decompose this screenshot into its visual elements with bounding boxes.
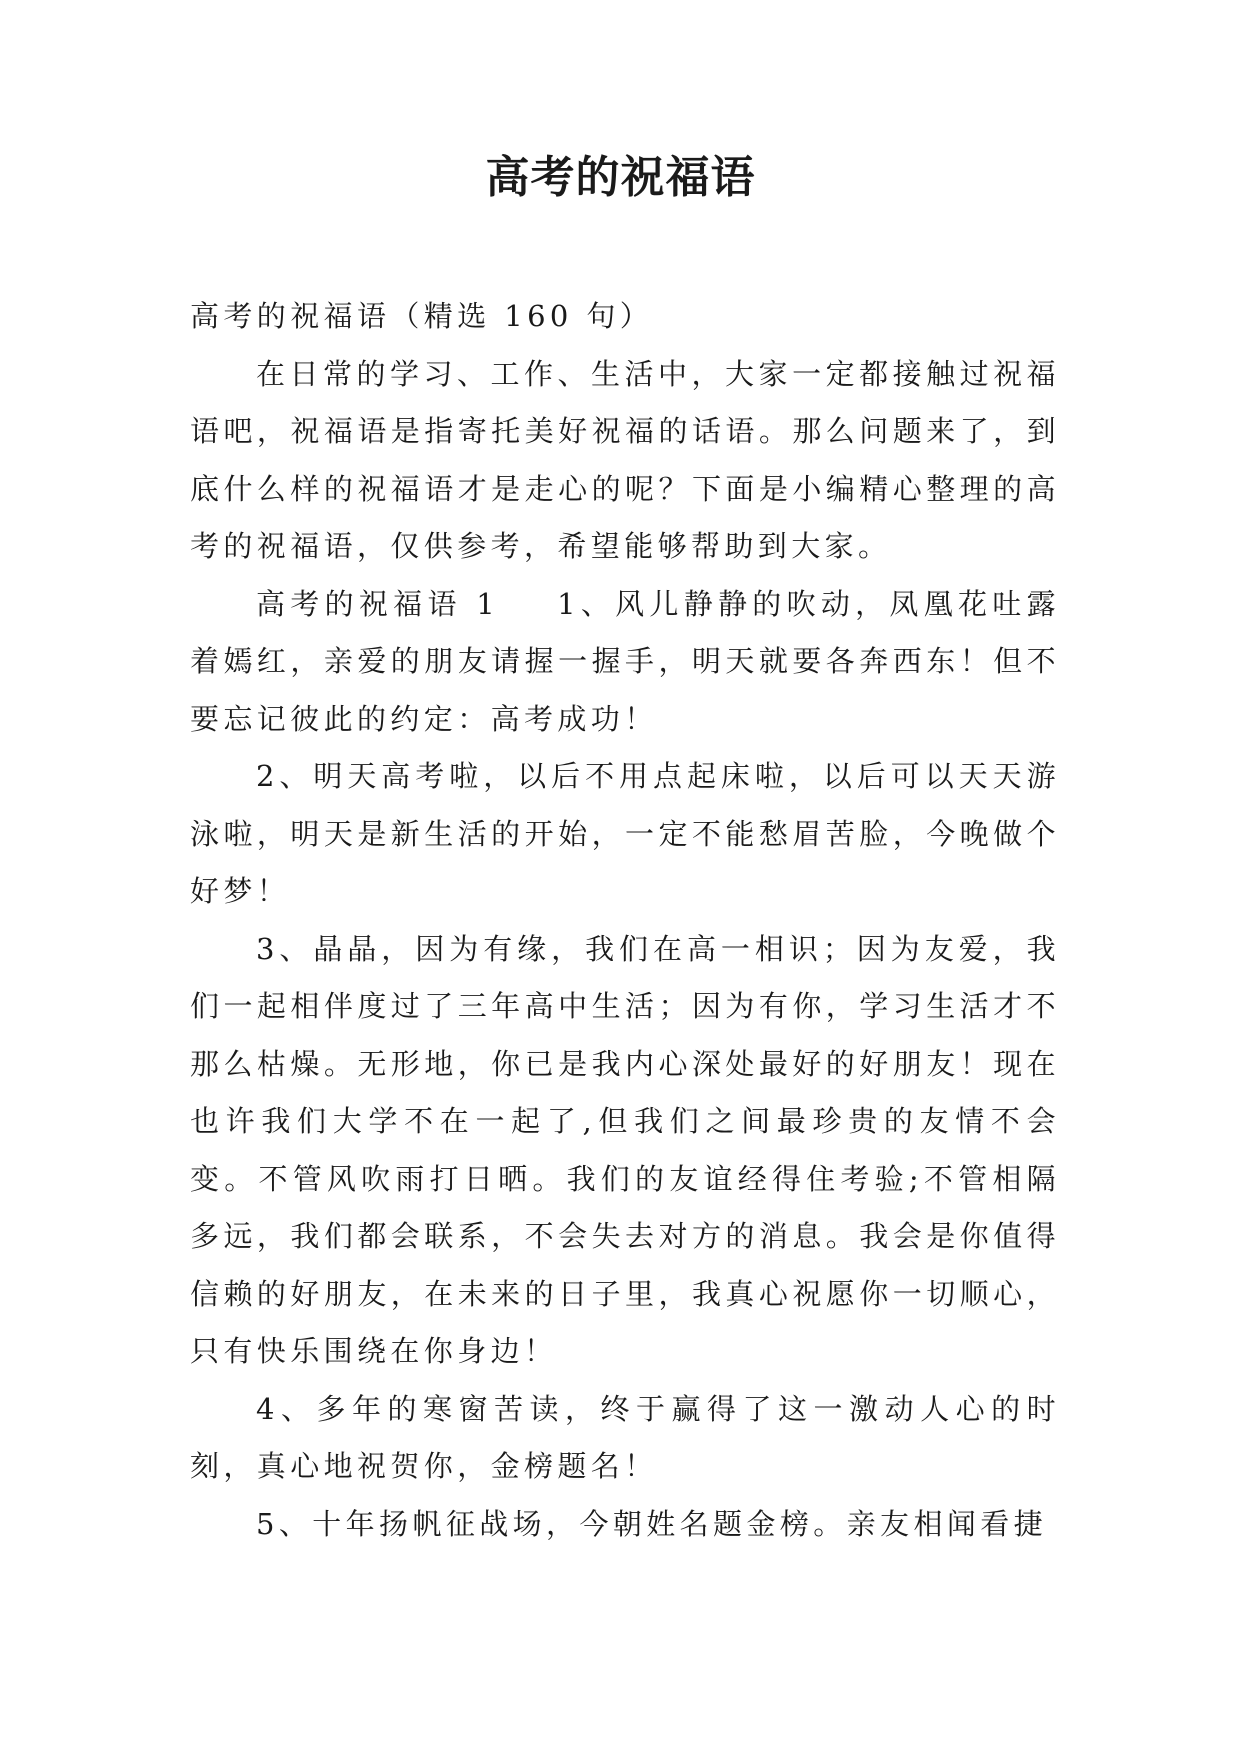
list-item: 3、晶晶，因为有缘，我们在高一相识；因为友爱，我们一起相伴度过了三年高中生活；因为有你，学习生活才不那么枯燥。无形地，你已是我内心深处最好的好朋友！现在也许我们大学不在一起了,但我们之间最珍贵的友情不会变。不管风吹雨打日晒。我们的友谊经得住考验;不管相隔多远，我们都会联系，不会失去对方的消息。我会是你值得信赖的好朋友，在未来的日子里，我真心祝愿你一切顺心，只有快乐围绕在你身边！ bbox=[190, 931, 1060, 1368]
list-item: 2、明天高考啦，以后不用点起床啦，以后可以天天游泳啦，明天是新生活的开始，一定不能愁眉苦脸，今晚做个好梦！ bbox=[190, 759, 1060, 908]
document-title: 高考的祝福语 bbox=[485, 152, 756, 203]
intro-paragraph: 在日常的学习、工作、生活中，大家一定都接触过祝福语吧，祝福语是指寄托美好祝福的话语。那么问题来了，到底什么样的祝福语才是走心的呢？下面是小编精心整理的高考的祝福语，仅供参考，希望能够帮助到大家。 bbox=[190, 356, 1060, 563]
document-body bbox=[190, 288, 1060, 1553]
list-item: 4、多年的寒窗苦读，终于赢得了这一激动人心的时刻，真心地祝贺你，金榜题名！ bbox=[190, 1391, 1060, 1483]
first-item-paragraph bbox=[190, 576, 1060, 749]
list-item: 1、风儿静静的吹动，凤凰花吐露着嫣红，亲爱的朋友请握一握手，明天就要各奔西东！但不要忘记彼此的约定：高考成功！ bbox=[190, 586, 1060, 736]
list-item: 5、十年扬帆征战场，今朝姓名题金榜。亲友相闻看捷 bbox=[256, 1506, 1048, 1541]
document-subtitle: 高考的祝福语（精选 160 句） bbox=[190, 299, 654, 333]
section-heading: 高考的祝福语 1 bbox=[256, 586, 500, 621]
